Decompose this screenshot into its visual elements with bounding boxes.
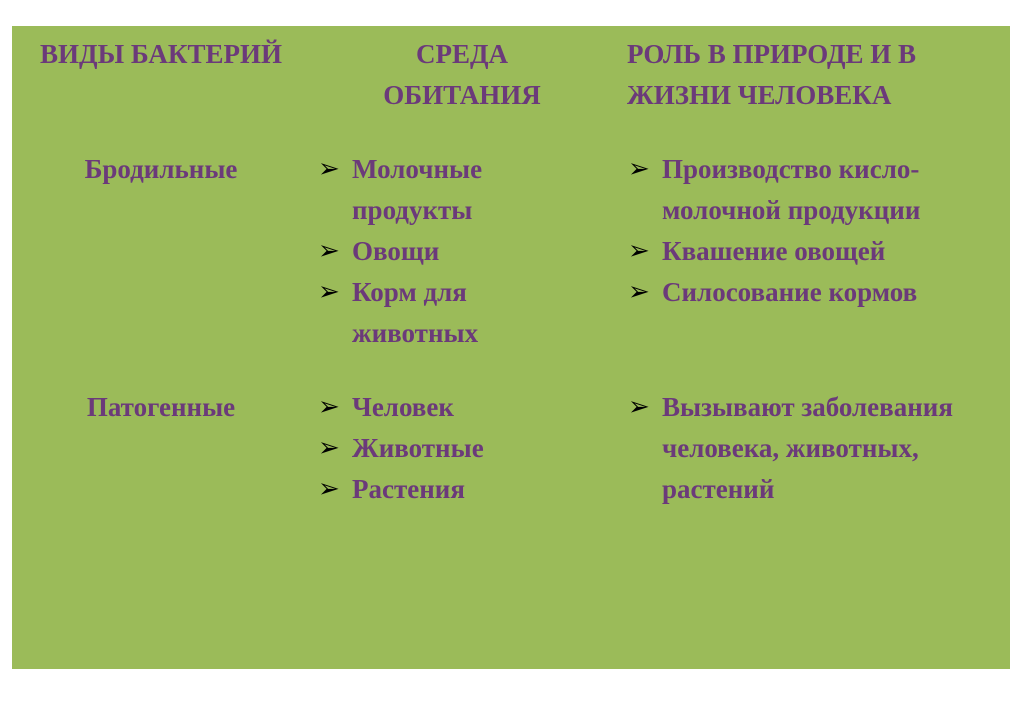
arrow-bullet-icon: ➢ <box>318 236 340 266</box>
list-item: ➢ Силосование кормов <box>628 272 988 313</box>
row-fermenting-role-list <box>628 149 988 313</box>
arrow-bullet-icon: ➢ <box>628 154 650 184</box>
list-item: ➢ Овощи <box>318 231 578 272</box>
row-pathogenic-type: Патогенные <box>86 392 236 422</box>
list-item: ➢ Молочные продукты <box>318 149 578 231</box>
arrow-bullet-icon: ➢ <box>318 392 340 422</box>
row-fermenting-habitat-list <box>318 149 578 354</box>
row-pathogenic-habitat-list <box>318 387 578 510</box>
header-role: РОЛЬ В ПРИРОДЕ И В ЖИЗНИ ЧЕЛОВЕКА <box>627 39 917 110</box>
bacteria-table <box>12 26 1010 669</box>
row-fermenting-type: Бродильные <box>84 154 238 184</box>
arrow-bullet-icon: ➢ <box>318 154 340 184</box>
arrow-bullet-icon: ➢ <box>628 392 650 422</box>
list-item: ➢ Человек <box>318 387 578 428</box>
list-item: ➢ Квашение овощей <box>628 231 988 272</box>
list-item: ➢ Вызывают заболевания человека, животных, растений <box>628 387 1002 510</box>
row-pathogenic-role-list <box>628 387 1002 510</box>
arrow-bullet-icon: ➢ <box>628 236 650 266</box>
header-bacteria-types: ВИДЫ БАКТЕРИЙ <box>40 39 282 69</box>
arrow-bullet-icon: ➢ <box>628 277 650 307</box>
arrow-bullet-icon: ➢ <box>318 277 340 307</box>
list-item: ➢ Производство кисло-молочной продукции <box>628 149 988 231</box>
arrow-bullet-icon: ➢ <box>318 474 340 504</box>
list-item: ➢ Животные <box>318 428 578 469</box>
arrow-bullet-icon: ➢ <box>318 433 340 463</box>
header-habitat: СРЕДА ОБИТАНИЯ <box>383 39 541 110</box>
list-item: ➢ Корм для животных <box>318 272 578 354</box>
list-item: ➢ Растения <box>318 469 578 510</box>
